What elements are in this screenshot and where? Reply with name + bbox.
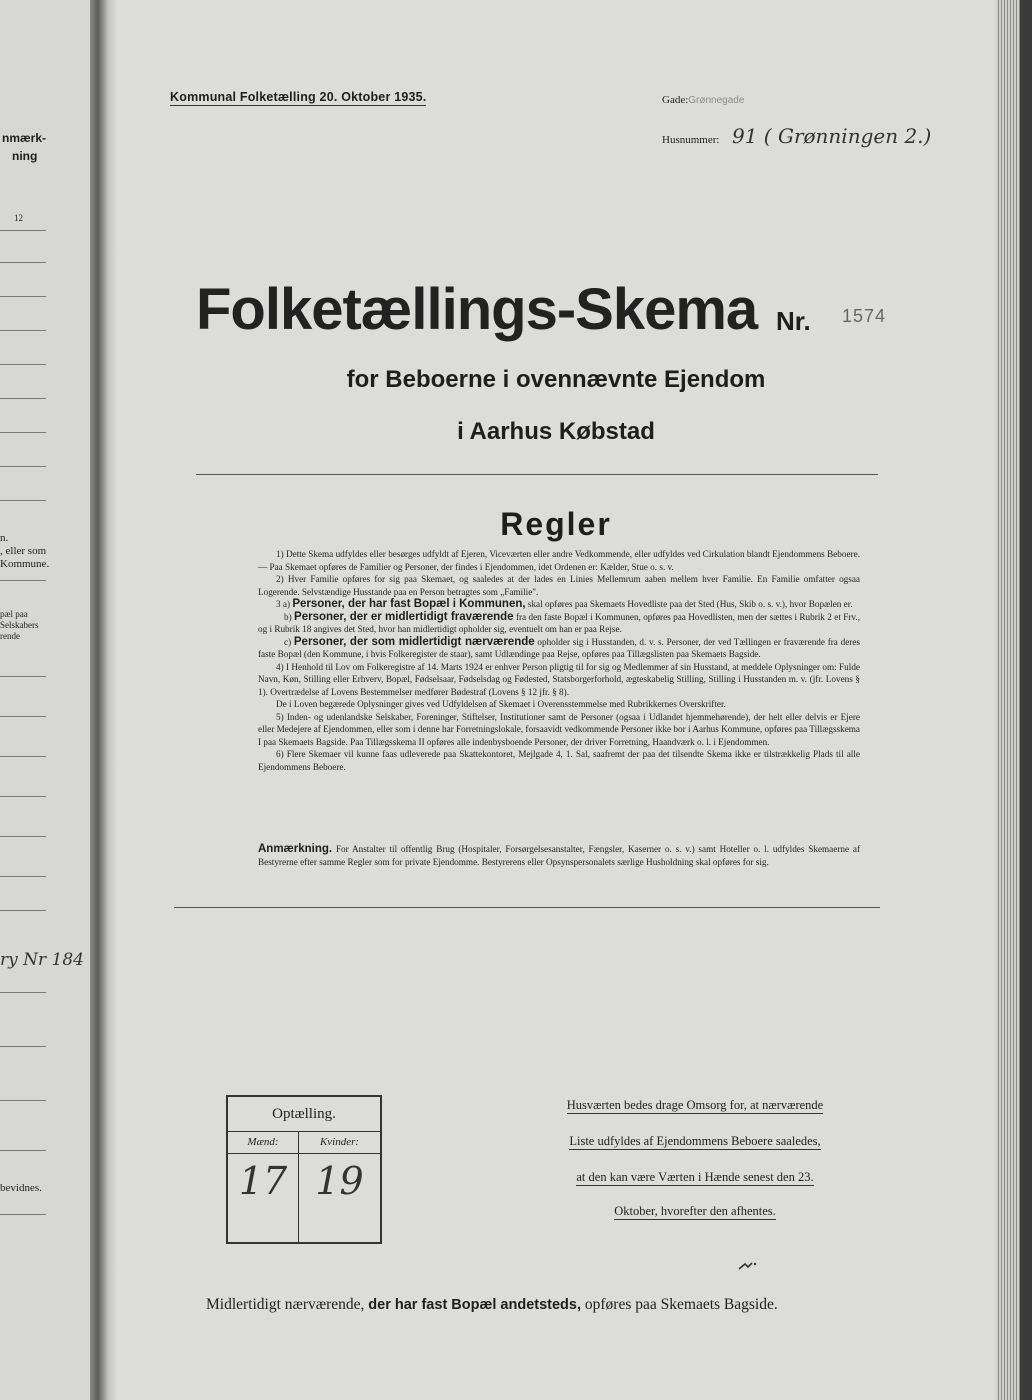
rule-3c-number: c) [284,636,292,647]
left-heading-line-2: ning [12,149,38,163]
women-count: 19 [315,1159,364,1203]
footer-note [206,1296,778,1314]
street-value: Grønnegade [688,95,745,106]
street-field [662,94,744,106]
count-box-title: Optælling. [228,1097,380,1132]
women-label: Kvinder: [299,1131,380,1154]
left-note-b-3: rende [0,631,20,641]
rule-3c [258,636,860,661]
rule-3a [258,598,860,611]
rule-2: 2) Hver Familie opføres for sig paa Skemaet, og saaledes at der lades en Linies Mellemrum aaben mellem hver Familie. En Familie omfatter ogsaa Logerende. Selvstændige Husstande paa en Person betragtes som „Familie". [258,574,860,597]
rule-3c-text: opholder sig i Husstanden, d. v. s. Personer, der ved Tællingen er fraværende fra deres faste Bopæl (den Kommune, i hvis Folkeregister de staar), samt Udlændinge paa Rejse, opføres paa Tillægslisten paa Skemaets Bagside. [258,636,861,659]
form-number-label: Nr. [776,306,811,336]
census-title: Kommunal Folketælling 20. Oktober 1935. [170,90,427,104]
footer-pre: Midlertidigt nærværende, [206,1296,365,1313]
form-subtitle-2: i Aarhus Købstad [457,418,655,445]
left-note-b-1: pæl paa [0,609,28,619]
book-gutter [90,0,116,1400]
landlord-note-text-3: at den kan være Værten i Hænde senest den 23. [576,1170,814,1184]
annotation-text: For Anstalter til offentlig Brug (Hospitaler, Forsørgelsesanstalter, Fængsler, Kaserner o. s. v.) samt Hoteller o. l. udfyldes Skemaerne af Bestyrerne efter samme Regler som for private Ejendomme. Bestyrerens eller Opsynspersonalets særlige Husholdning skal opføres for sig. [258,844,861,867]
rule-3b-number: b) [284,611,292,622]
rule-3a-text: skal opføres paa Skemaets Hovedliste paa det Sted (Hus, Skib o. s. v.), hvor Bopælen er. [527,599,853,609]
form-number-value: 1574 [842,306,887,326]
landlord-note-text-4: Oktober, hvorefter den afhentes. [614,1204,776,1218]
rule-4b: De i Loven begærede Oplysninger gives ved Udfyldelsen af Skemaet i Overensstemmelse med Rubrikkernes Overskrifter. [276,699,726,709]
rule-1: 1) Dette Skema udfyldes eller besørges udfyldt af Ejeren, Viceværten eller andre Vedkommende, eller udfyldes ved Cirkulation blandt Ejendommens Beboere. — Paa Skemaet opføres de Familier og Personer, der findes i Ejendommen, idet Ordenen er: Kælder, Stue o. s. v. [258,549,860,572]
rule-6: 6) Flere Skemaer vil kunne faas udleverede paa Skattekontoret, Mejlgade 4, 1. Sal, saafremt der paa det tilsendte Skema ikke er tilstrækkelig Plads til alle Ejendommens Beboere. [258,749,860,772]
form-subtitle-1: for Beboerne i ovennævnte Ejendom [346,366,766,393]
left-note-a-2: , eller som [0,545,47,557]
house-number-field [662,134,719,146]
form-title: Folketællings-Skema [196,277,758,342]
left-page-number: 12 [14,213,23,223]
landlord-note-line-4 [520,1204,870,1219]
house-number-value: 91 ( Grønningen 2.) [732,124,932,148]
rule-3b [258,611,860,636]
left-heading-line-1: nmærk- [2,131,47,145]
ink-mark-icon [738,1258,758,1268]
rule-3c-heading: Personer, der som midlertidigt nærværende [293,635,535,648]
annotation-note [258,843,860,868]
left-note-a-1: n. [0,532,9,544]
rule-5: 5) Inden- og udenlandske Selskaber, Foreninger, Stiftelser, Institutioner samt de Personer (ogsaa i Udlandet hjemmehørende), der helt eller delvis er Ejere eller Medejere af Ejendommen, eller som i denne har Forretningslokale, forsaavidt vedkommende Personer ikke bor i Aarhus Kommune, opføres paa Tillægsskema I paa Skemaets Bagside. Paa Tillægsskema II opføres alle indenbysboende Personer, der driver Forretning, Haandværk o. l. i Ejendommen. [258,711,860,747]
rules-heading: Regler [500,506,612,542]
count-box [226,1095,382,1244]
left-footer-text: bevidnes. [0,1182,42,1194]
left-note-b-2: Selskabers [0,620,39,630]
annotation-label: Anmærkning. [258,843,333,855]
landlord-note-line-1 [520,1098,870,1113]
rules-divider [174,907,880,908]
rule-4: 4) I Henhold til Lov om Folkeregistre af 14. Marts 1924 er enhver Person pligtig til for sig og Medlemmer af sin Husstand, at meddele Oplysninger om: Fulde Navn, Køn, Stilling eller Erhverv, Bopæl, Fødselsaar, Fødselsdag og Fødested, Statsborgerforhold, ægteskabelig Stilling, Stilling i Husstanden m. v. (jfr. Lovens § 1). Overtrædelse af Lovens Bestemmelser medfører Bødestraf (Lovens § 12 jfr. § 8). [258,661,860,697]
rule-3b-heading: Personer, der er midlertidigt fraværende [294,610,514,623]
street-label: Gade: [662,94,689,106]
page-edges [996,0,1032,1400]
landlord-note-line-2 [520,1134,870,1149]
footer-post: opføres paa Skemaets Bagside. [584,1296,778,1313]
rule-3b-text: fra den faste Bopæl i Kommunen, opføres paa Hovedlisten, men der sættes i Rubrik 2 et Frv., og i Rubrik 18 angives det Sted, hvor han midlertidigt opholder sig, eventuelt om han er paa Rejse. [258,611,861,634]
rule-3a-number: 3 a) [276,599,291,609]
footer-bold: der har fast Bopæl andetsteds, [368,1297,582,1313]
left-facing-page [0,0,90,1400]
house-number-label: Husnummer: [662,134,720,146]
rule-3a-heading: Personer, der har fast Bopæl i Kommunen, [292,598,526,610]
landlord-note-line-3 [520,1170,870,1185]
rules-text [258,548,860,773]
men-count: 17 [238,1159,288,1203]
left-handwritten-note: ry Nr 184 [0,950,84,970]
landlord-note-text-1: Husværten bedes drage Omsorg for, at nærværende [566,1098,824,1112]
men-label: Mænd: [228,1131,299,1154]
title-divider [196,474,878,475]
landlord-note-text-2: Liste udfyldes af Ejendommens Beboere saaledes, [569,1134,821,1148]
left-note-a-3: Kommune. [0,558,50,570]
